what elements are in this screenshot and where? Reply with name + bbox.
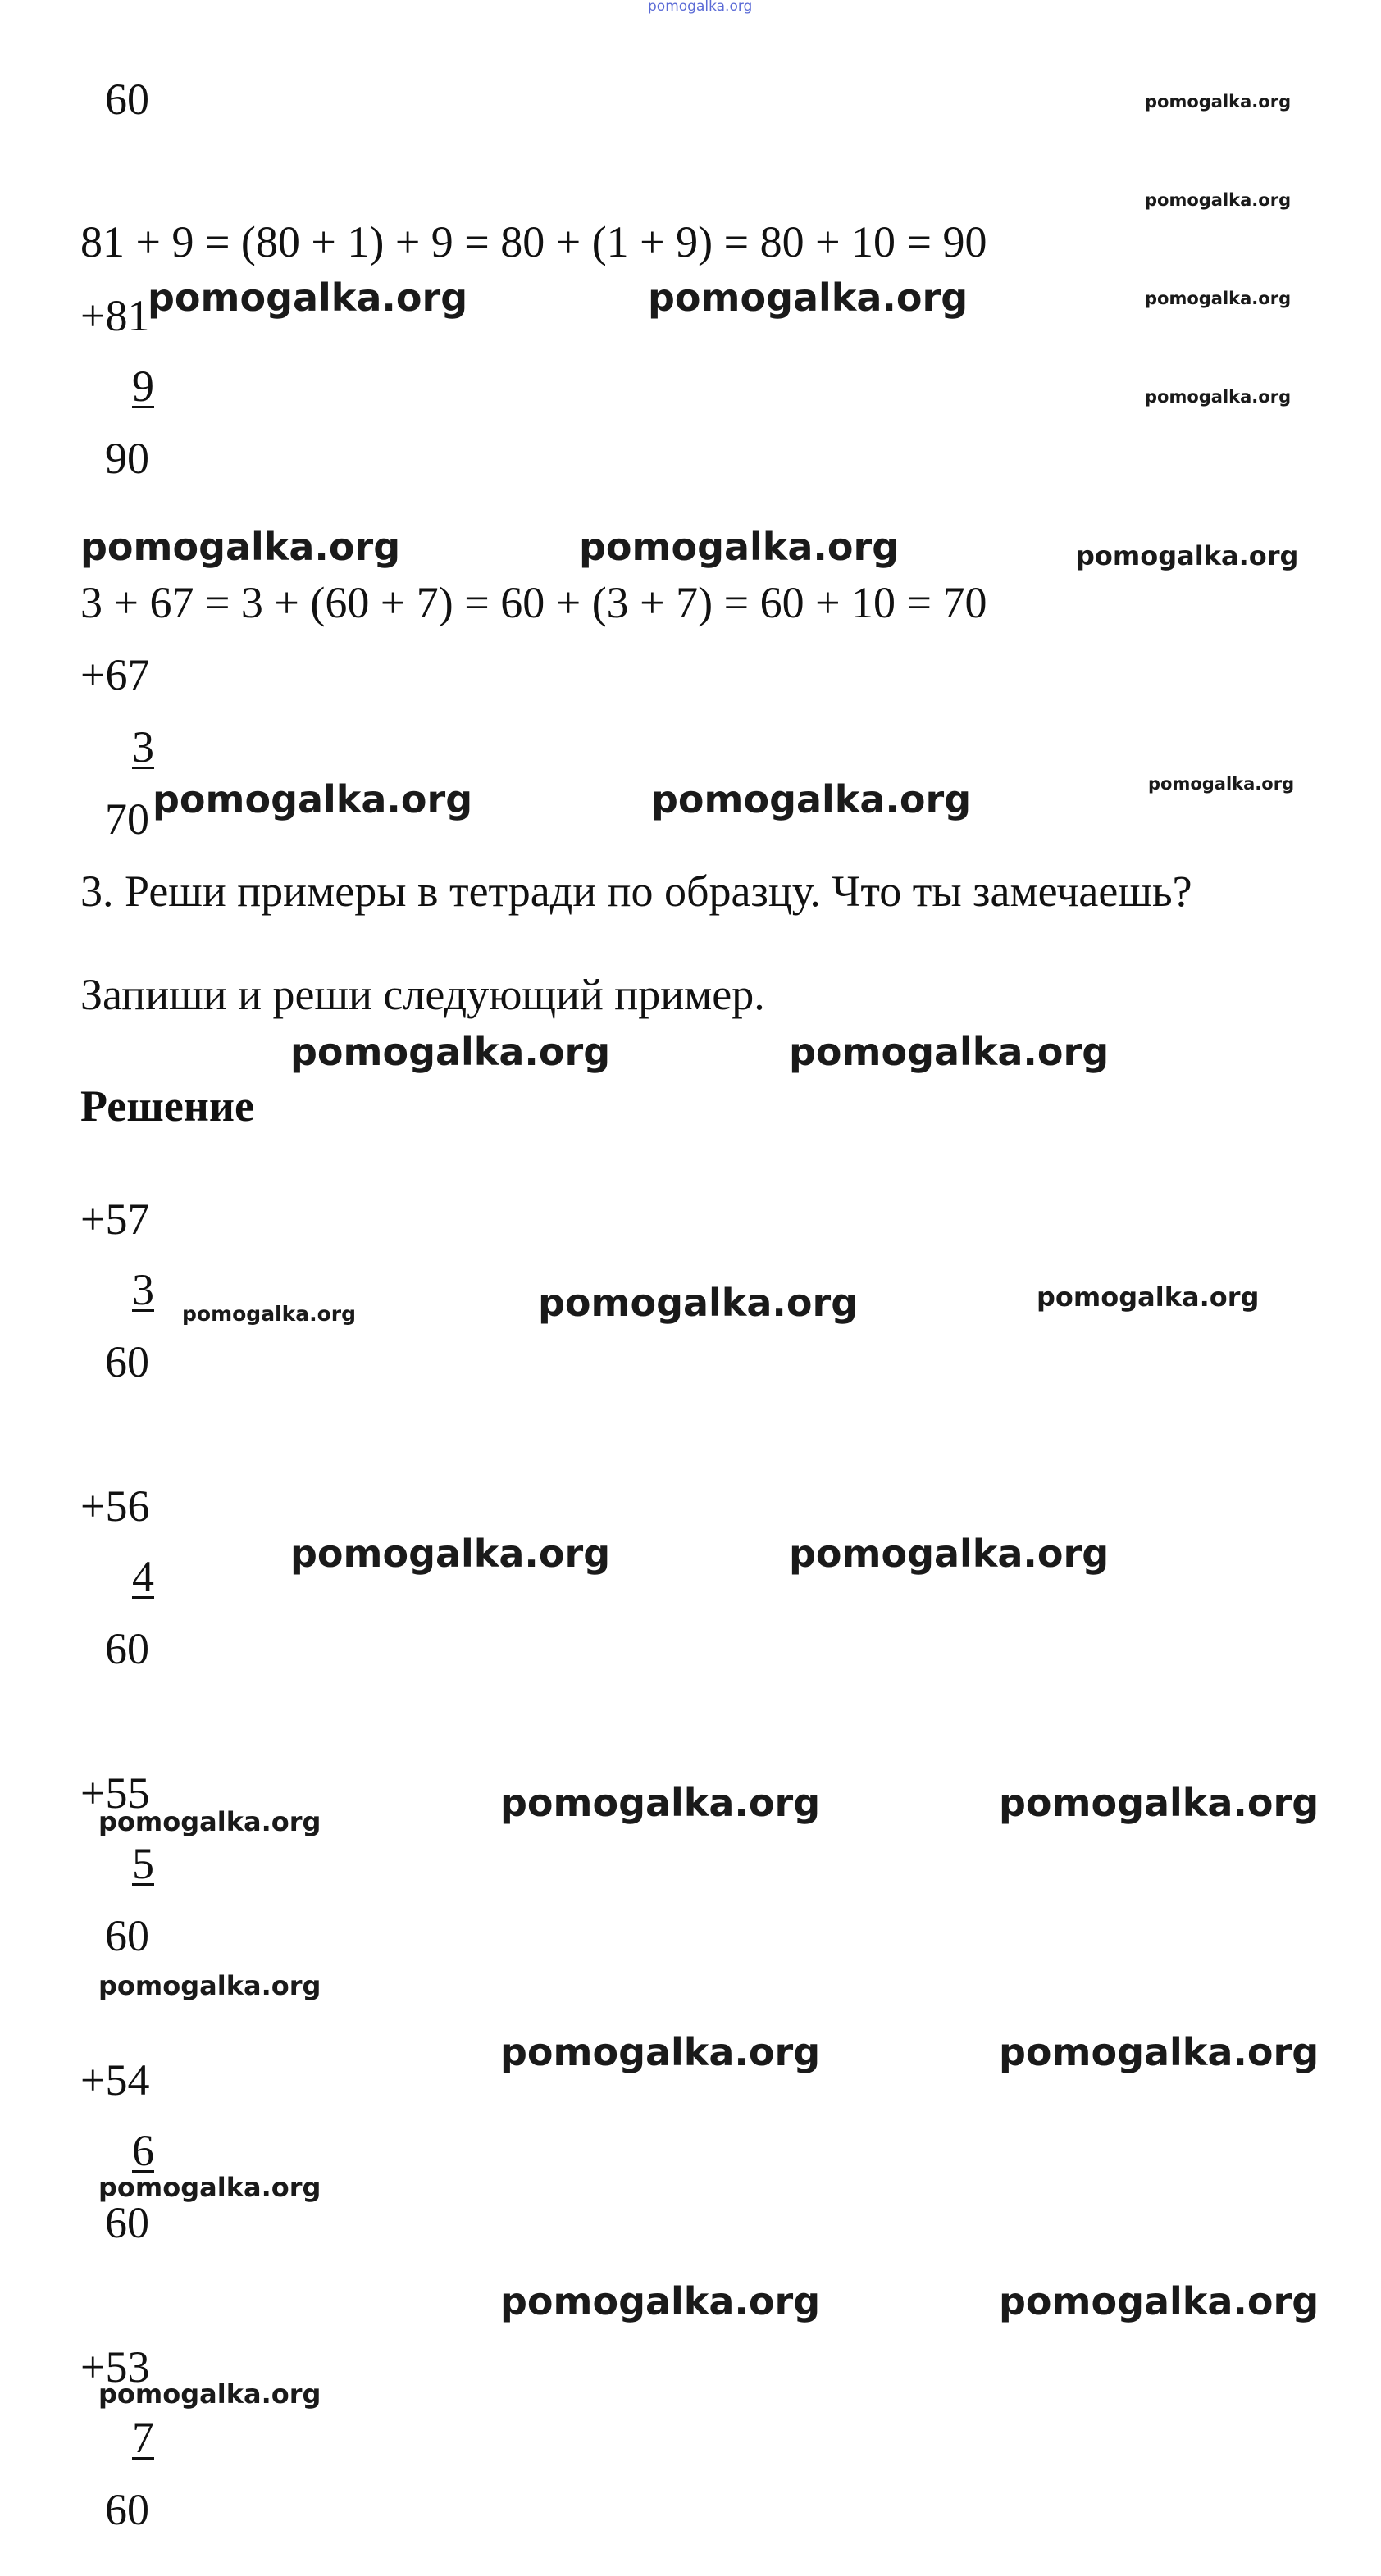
- task-subtext: Запиши и реши следующий пример.: [80, 970, 765, 1019]
- watermark-large: pomogalka.org: [290, 1531, 611, 1576]
- watermark-large: pomogalka.org: [500, 1781, 821, 1825]
- header-watermark[interactable]: pomogalka.org: [648, 0, 753, 15]
- watermark-medium: pomogalka.org: [98, 2172, 321, 2203]
- watermark-large: pomogalka.org: [579, 525, 900, 569]
- watermark-large: pomogalka.org: [648, 275, 969, 320]
- top-result: 60: [105, 75, 149, 124]
- column-second-operand: 3: [132, 722, 154, 771]
- column-result: 60: [105, 2485, 149, 2534]
- watermark-large: pomogalka.org: [999, 2030, 1319, 2074]
- watermark-large: pomogalka.org: [651, 777, 972, 821]
- column-result: 60: [105, 1911, 149, 1960]
- column-result: 60: [105, 1337, 149, 1386]
- column-first-operand: +81: [80, 291, 150, 340]
- watermark-large: pomogalka.org: [500, 2279, 821, 2323]
- column-second-operand: 7: [132, 2413, 154, 2462]
- column-second-operand: 9: [132, 362, 154, 411]
- column-result: 60: [105, 2198, 149, 2247]
- watermark-medium: pomogalka.org: [1037, 1281, 1260, 1313]
- watermark-large: pomogalka.org: [789, 1030, 1110, 1074]
- watermark-small: pomogalka.org: [1145, 387, 1292, 407]
- column-result: 70: [105, 794, 149, 844]
- watermark-large: pomogalka.org: [500, 2030, 821, 2074]
- column-second-operand: 4: [132, 1552, 154, 1601]
- column-result: 60: [105, 1624, 149, 1673]
- watermark-small: pomogalka.org: [1145, 92, 1292, 112]
- watermark-medium: pomogalka.org: [1076, 540, 1299, 571]
- watermark-large: pomogalka.org: [290, 1030, 611, 1074]
- column-result: 90: [105, 434, 149, 483]
- column-first-operand: +56: [80, 1481, 150, 1531]
- watermark-large: pomogalka.org: [999, 1781, 1319, 1825]
- column-first-operand: +55: [80, 1768, 150, 1818]
- watermark-large: pomogalka.org: [153, 777, 473, 821]
- column-first-operand: +54: [80, 2055, 150, 2105]
- column-second-operand: 5: [132, 1839, 154, 1888]
- watermark-large: pomogalka.org: [999, 2279, 1319, 2323]
- watermark-large: pomogalka.org: [538, 1281, 859, 1325]
- watermark-medium: pomogalka.org: [98, 1970, 321, 2001]
- solution-heading: Решение: [80, 1081, 254, 1131]
- column-second-operand: 3: [132, 1265, 154, 1314]
- watermark-small: pomogalka.org: [182, 1302, 357, 1326]
- watermark-medium: pomogalka.org: [98, 2378, 321, 2410]
- watermark-large: pomogalka.org: [148, 275, 468, 320]
- task-title: 3. Реши примеры в тетради по образцу. Что ты замечаешь?: [80, 867, 1192, 916]
- column-first-operand: +57: [80, 1195, 150, 1244]
- equation-81-plus-9: 81 + 9 = (80 + 1) + 9 = 80 + (1 + 9) = 80 + 10 = 90: [80, 217, 987, 266]
- watermark-small: pomogalka.org: [1148, 774, 1295, 794]
- column-second-operand: 6: [132, 2126, 154, 2175]
- equation-3-plus-67: 3 + 67 = 3 + (60 + 7) = 60 + (3 + 7) = 60 + 10 = 70: [80, 578, 987, 627]
- watermark-medium: pomogalka.org: [98, 1806, 321, 1837]
- watermark-small: pomogalka.org: [1145, 190, 1292, 210]
- column-first-operand: +53: [80, 2342, 150, 2392]
- watermark-large: pomogalka.org: [80, 525, 401, 569]
- watermark-large: pomogalka.org: [789, 1531, 1110, 1576]
- watermark-small: pomogalka.org: [1145, 289, 1292, 308]
- column-first-operand: +67: [80, 650, 150, 699]
